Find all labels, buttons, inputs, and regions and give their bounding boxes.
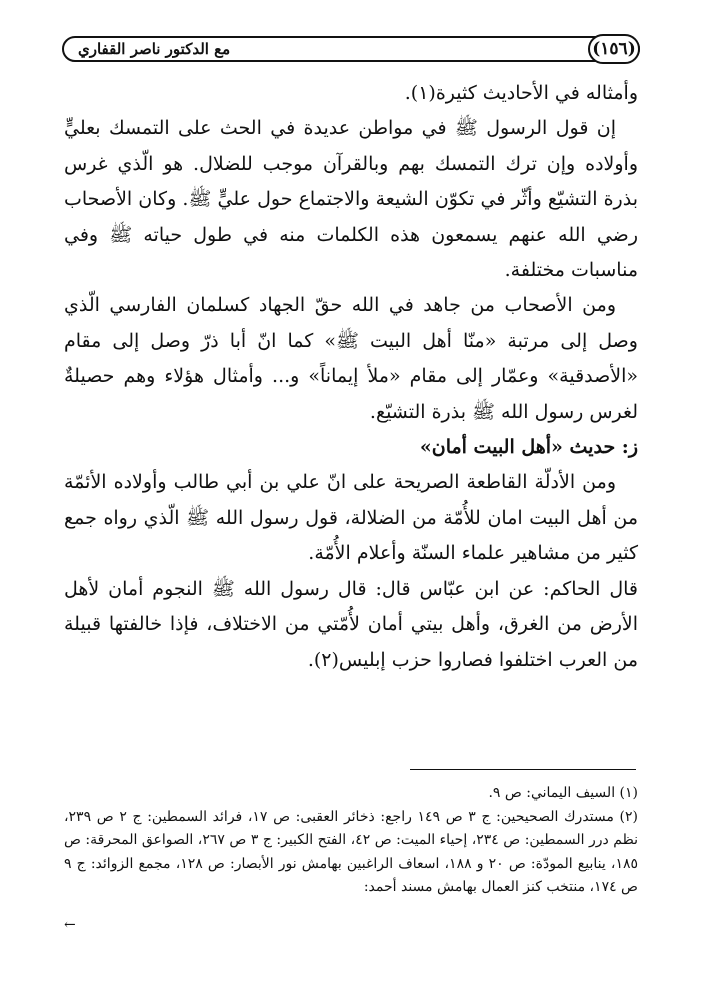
footnotes — [64, 782, 638, 900]
continuation-arrow-icon: ← — [64, 917, 76, 933]
paragraph-3: ومن الأصحاب من جاهد في الله حقّ الجهاد كسلمان الفارسي الّذي وصل إلى مرتبة «منّا أهل البيت ﷺ» كما انّ أبا ذرّ وصل إلى مقام «الأصدقية» وعمّار إلى مقام «ملأ إيماناً» و... وأمثال هؤلاء وهم حصيلةٌ لغرس رسول الله ﷺ بذرة التشيّع. — [64, 294, 638, 423]
section-heading: ز: حديث «أهل البيت أمان» — [419, 436, 638, 459]
paragraph-1: وأمثاله في الأحاديث كثيرة(١). — [404, 82, 638, 104]
page-number: (١٥٦) — [588, 34, 640, 64]
running-title: مع الدكتور ناصر القفاري — [78, 40, 231, 58]
running-header — [62, 36, 640, 62]
footnote-1: (١) السيف اليماني: ص ٩. — [488, 785, 638, 801]
footnote-divider — [410, 769, 636, 770]
paragraph-4: ومن الأدلّة القاطعة الصريحة على انّ علي بن أبي طالب وأولاده الأئمّة من أهل البيت امان للأُمّة من الضلالة، قول رسول الله ﷺ الّذي رواه جمع كثير من مشاهير علماء السنّة وأعلام الأُمّة. — [64, 471, 638, 565]
main-text — [64, 76, 638, 678]
footnote-2: (٢) مستدرك الصحيحين: ج ٣ ص ١٤٩ راجع: ذخائر العقبى: ص ١٧، فرائد السمطين: ج ٢ ص ٢٣٩، نظم درر السمطين: ص ٢٣٤، إحياء الميت: ص ٤٢، الفتح الكبير: ج ٣ ص ٢٦٧، الصواعق المحرقة: ص ١٨٥، ينابيع المودّة: ص ٢٠ و ١٨٨، اسعاف الراغبين بهامش نور الأبصار: ص ١٢٨، مجمع الزوائد: ج ٩ ص ١٧٤، منتخب كنز العمال بهامش مسند أحمد: — [64, 808, 638, 896]
paragraph-5: قال الحاكم: عن ابن عبّاس قال: قال رسول الله ﷺ النجوم أمان لأهل الأرض من الغرق، وأهل بيتي أمان لأُمّتي من الاختلاف، فإذا خالفتها قبيلة من العرب اختلفوا فصاروا حزب إبليس(٢). — [64, 577, 638, 671]
paragraph-2: إن قول الرسول ﷺ في مواطن عديدة في الحث على التمسك بعليٍّ وأولاده وإن ترك التمسك بهم وبالقرآن موجب للضلال. هو الّذي غرس بذرة التشيّع وأثّر في تكوّن الشيعة والاجتماع حول عليٍّ ﷺ. وكان الأصحاب رضي الله عنهم يسمعون هذه الكلمات منه في طول حياته ﷺ وفي مناسبات مختلفة. — [64, 117, 638, 282]
